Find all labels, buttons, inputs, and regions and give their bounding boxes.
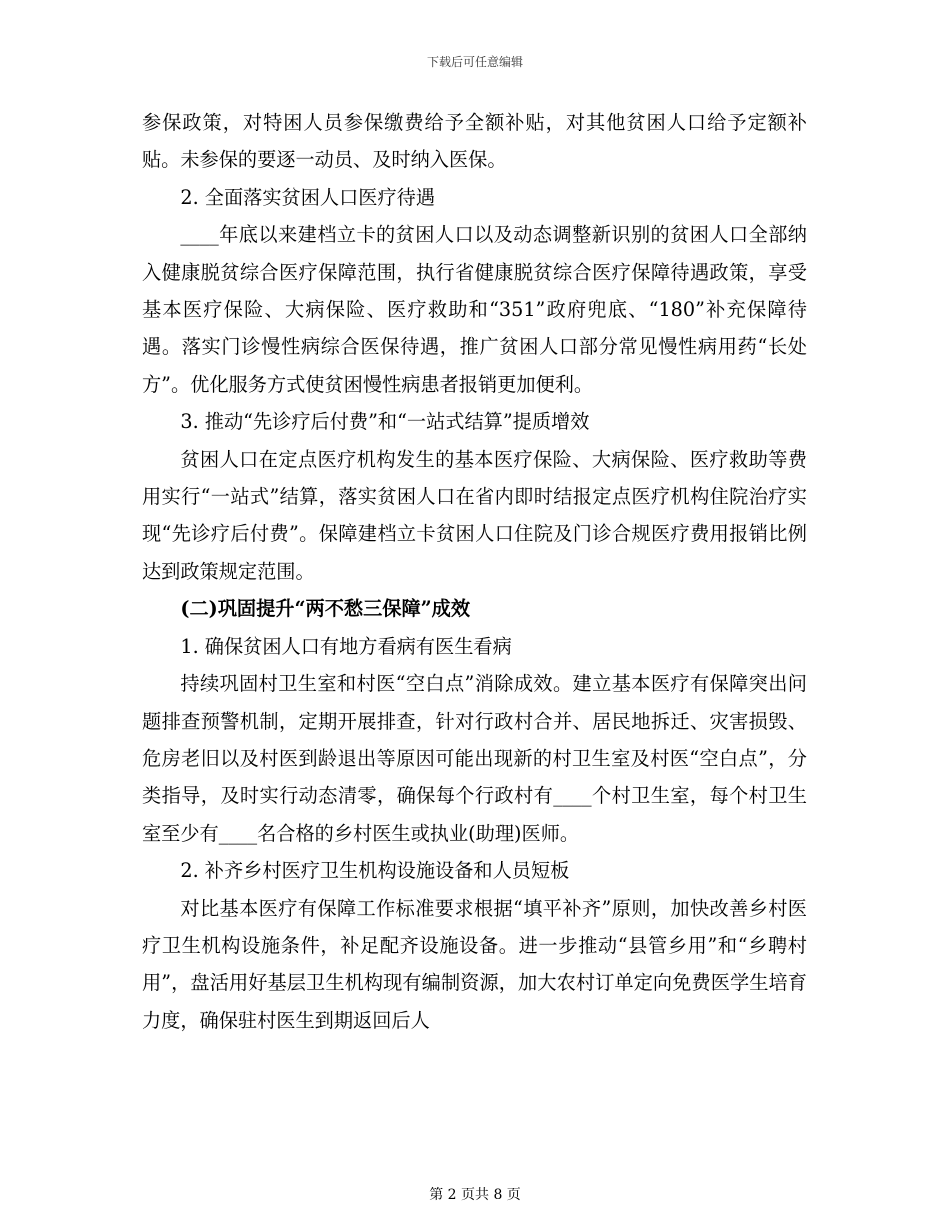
subheading-access-to-care: 1. 确保贫困人口有地方看病有医生看病 [180,634,512,658]
paragraph-continuation: 参保政策，对特困人员参保缴费给予全额补贴，对其他贫困人口给予定额补贴。未参保的要逐一动员、及时纳入医保。 [142,111,807,172]
paragraph-medical-benefits: ____年底以来建档立卡的贫困人口以及动态调整新识别的贫困人口全部纳入健康脱贫综合医疗保障范围，执行省健康脱贫综合医疗保障待遇政策，享受基本医疗保险、大病保险、医疗救助和“351”政府兜底、“180”补充保障待遇。落实门诊慢性病综合医保待遇，推广贫困人口部分常见慢性病用药“长处方”。优化服务方式使贫困慢性病患者报销更加便利。 [142,223,807,396]
subheading-medical-benefits: 2. 全面落实贫困人口医疗待遇 [180,185,436,209]
paragraph-settlement: 贫困人口在定点医疗机构发生的基本医疗保险、大病保险、医疗救助等费用实行“一站式”结算，落实贫困人口在省内即时结报定点医疗机构住院治疗实现“先诊疗后付费”。保障建档立卡贫困人口住院及门诊合规医疗费用报销比例达到政策规定范围。 [142,447,807,583]
document-body [142,104,807,1039]
subheading-facility-shortfalls: 2. 补齐乡村医疗卫生机构设施设备和人员短板 [180,859,570,883]
page-header-note: 下载后可任意编辑 [426,55,523,69]
subheading-settlement: 3. 推动“先诊疗后付费”和“一站式结算”提质增效 [180,410,590,434]
paragraph-access-to-care: 持续巩固村卫生室和村医“空白点”消除成效。建立基本医疗有保障突出问题排查预警机制，定期开展排查，针对行政村合并、居民地拆迁、灾害损毁、危房老旧以及村医到龄退出等原因可能出现新的村卫生室及村医“空白点”，分类指导，及时实行动态清零，确保每个行政村有____个村卫生室，每个村卫生室至少有____名合格的乡村医生或执业(助理)医师。 [142,672,807,845]
paragraph-facility-shortfalls: 对比基本医疗有保障工作标准要求根据“填平补齐”原则，加快改善乡村医疗卫生机构设施条件，补足配齐设施设备。进一步推动“县管乡用”和“乡聘村用”，盘活用好基层卫生机构现有编制资源，加大农村订单定向免费医学生培育力度，确保驻村医生到期返回后人 [142,896,807,1032]
section-heading-two: (二)巩固提升“两不愁三保障”成效 [180,597,471,621]
page-number: 第 2 页共 8 页 [429,1187,521,1203]
